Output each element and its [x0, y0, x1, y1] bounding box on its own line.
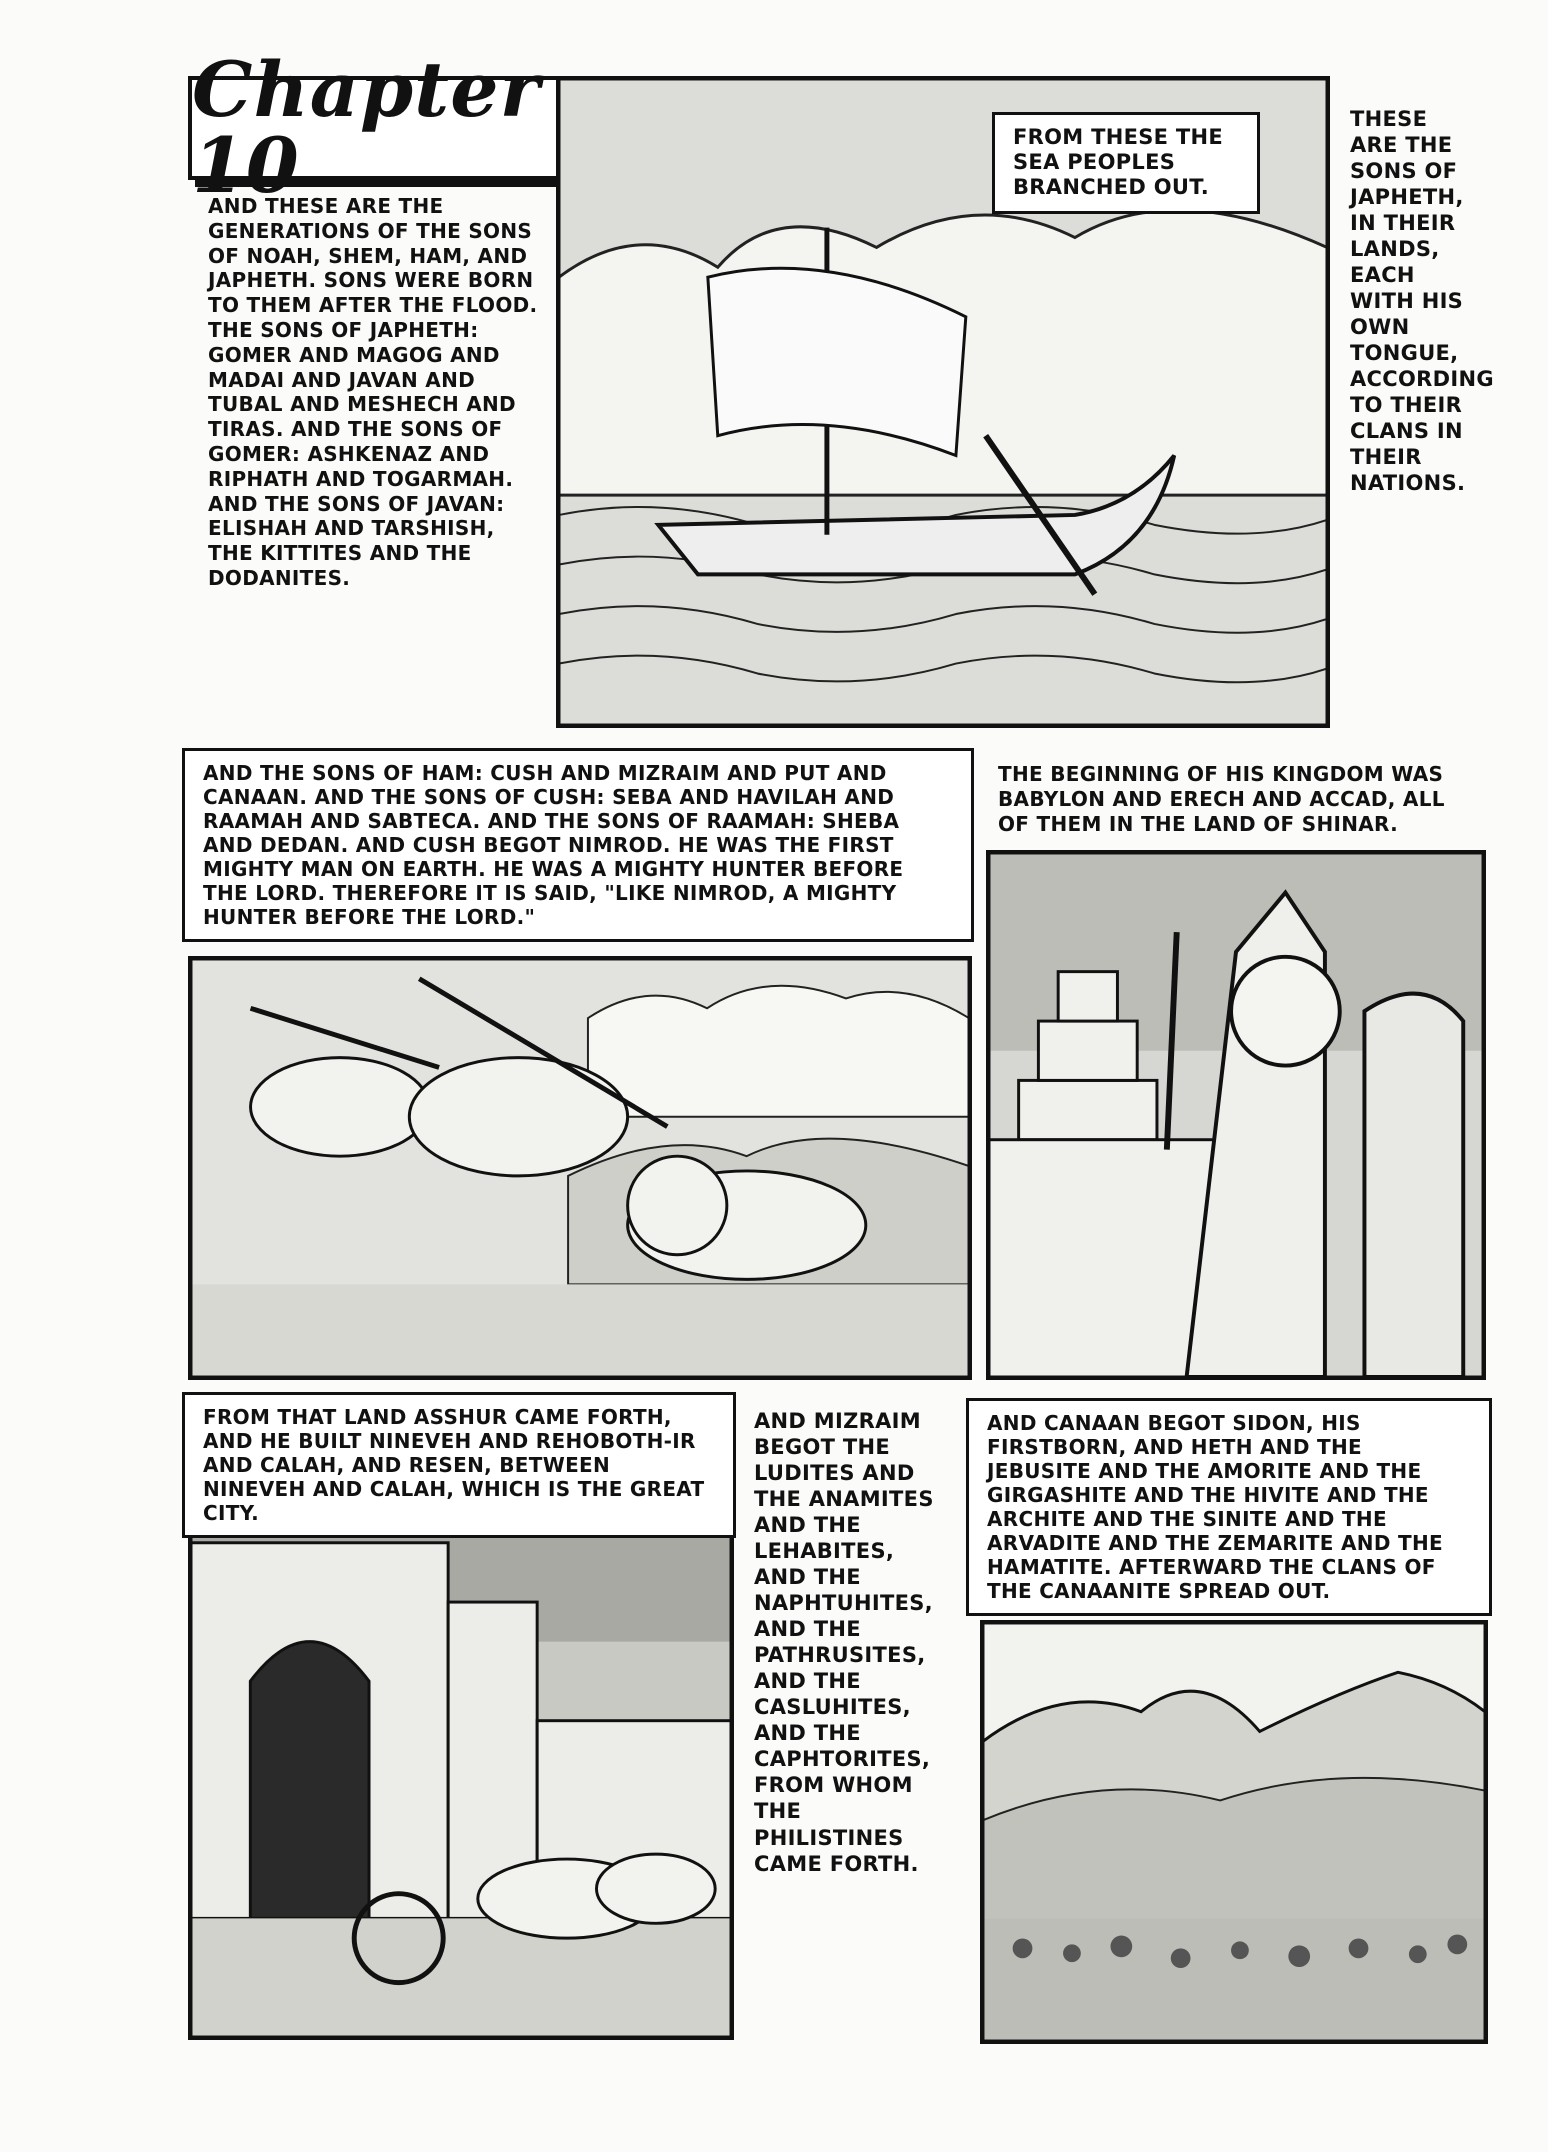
ship-caption: FROM THESE THE SEA PEOPLES BRANCHED OUT.	[992, 112, 1260, 214]
ham-caption: AND THE SONS OF HAM: CUSH AND MIZRAIM AND PUT AND CANAAN. AND THE SONS OF CUSH: SEBA AND HAVILAH AND RAAMAH AND SABTECA. AND THE SONS OF RAAMAH: SHEBA AND DEDAN. AND CUSH BEGOT NIMROD. HE WAS THE FIRST MIGHTY MAN ON EARTH. HE WAS A MIGHTY HUNTER BEFORE THE LORD. THEREFORE IT IS SAID, "LIKE NIMROD, A MIGHTY HUNTER BEFORE THE LORD."	[182, 748, 974, 942]
japheth-text: THESE ARE THE SONS OF JAPHETH, IN THEIR LANDS, EACH WITH HIS OWN TONGUE, ACCORDING TO THEIR CLANS IN THEIR NATIONS.	[1350, 107, 1494, 496]
canaan-caption: AND CANAAN BEGOT SIDON, HIS FIRSTBORN, AND HETH AND THE JEBUSITE AND THE AMORITE AND THE GIRGASHITE AND THE HIVITE AND THE ARCHITE AND THE SINITE AND THE ARVADITE AND THE ZEMARITE AND THE HAMATITE. AFTERWARD THE CLANS OF THE CANAANITE SPREAD OUT.	[966, 1398, 1492, 1616]
nineveh-panel	[188, 1520, 734, 2040]
nimrod-kingdom-panel	[986, 850, 1486, 1380]
hunters-and-lion-illustration	[191, 959, 969, 1377]
city-gate-chariot-illustration	[191, 1523, 731, 2037]
mountain-landscape-illustration	[983, 1623, 1485, 2041]
intro-text: AND THESE ARE THE GENERATIONS OF THE SONS OF NOAH, SHEM, HAM, AND JAPHETH. SONS WERE BORN TO THEM AFTER THE FLOOD. THE SONS OF JAPHETH: GOMER AND MAGOG AND MADAI AND JAVAN AND TUBAL AND MESHECH AND TIRAS. AND THE SONS OF GOMER: ASHKENAZ AND RIPHATH AND TOGARMAH. AND THE SONS OF JAVAN: ELISHAH AND TARSHISH, THE KITTITES AND THE DODANITES.	[208, 194, 538, 590]
king-and-ziggurat-illustration	[989, 853, 1483, 1377]
nimrod-hunt-panel	[188, 956, 972, 1380]
kingdom-caption: THE BEGINNING OF HIS KINGDOM WAS BABYLON AND ERECH AND ACCAD, ALL OF THEM IN THE LAND OF SHINAR.	[998, 762, 1468, 836]
canaan-landscape-panel	[980, 1620, 1488, 2044]
chapter-title: Chapter 10	[192, 45, 541, 210]
mizraim-text: AND MIZRAIM BEGOT THE LUDITES AND THE ANAMITES AND THE LEHABITES, AND THE NAPHTUHITES, AND THE PATHRUSITES, AND THE CASLUHITES, AND THE CAPHTORITES, FROM WHOM THE PHILISTINES CAME FORTH.	[754, 1409, 934, 1876]
asshur-caption: FROM THAT LAND ASSHUR CAME FORTH, AND HE BUILT NINEVEH AND REHOBOTH-IR AND CALAH, AND RESEN, BETWEEN NINEVEH AND CALAH, WHICH IS THE GREAT CITY.	[182, 1392, 736, 1538]
